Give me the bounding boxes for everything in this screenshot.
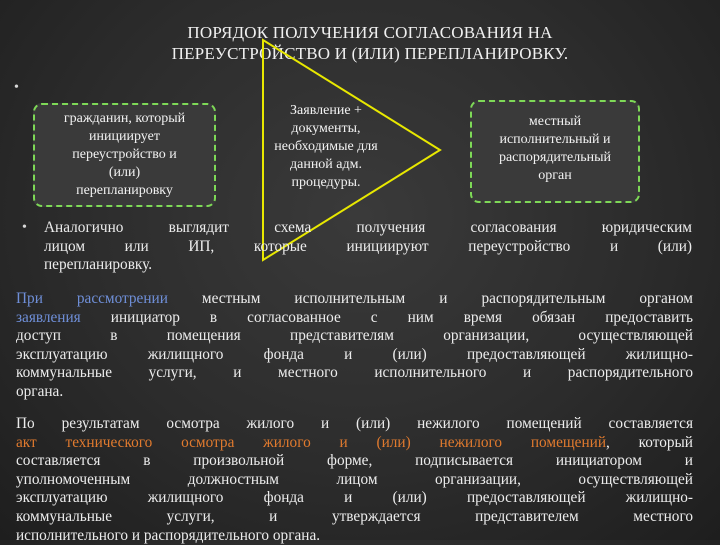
inspection-paragraph <box>16 415 693 545</box>
documents-line: документы, <box>291 121 361 136</box>
highlight-inspection-act: акт технического осмотра жилого и (или) нежилого помещений <box>16 433 607 451</box>
bullet-marker: • <box>14 80 19 95</box>
documents-line: необходимые для <box>274 139 378 154</box>
applicant-line: гражданин, который <box>63 111 186 126</box>
text-line: эксплуатацию жилищного фонда и (или) предоставляющей жилищно- <box>16 489 693 507</box>
text-line: По результатам осмотра жилого и (или) нежилого помещений составляется <box>16 415 693 432</box>
text-line: коммунальные услуги, и местного исполнительного и распорядительного <box>16 364 693 382</box>
text-line: уполномоченным должностным лицом организации, осуществляющей <box>16 470 693 488</box>
bullet-marker: • <box>22 220 27 235</box>
applicant-line: (или) <box>108 165 141 180</box>
text-line: исполнительного и распорядительного органа. <box>16 526 321 544</box>
authority-line: исполнительный и <box>499 132 611 147</box>
authority-line: местный <box>528 114 582 129</box>
applicant-box <box>33 103 216 207</box>
text-line <box>16 309 693 328</box>
text-fragment: местным исполнительным и распорядительным органом <box>167 290 693 307</box>
text-line: коммунальные услуги, и утверждается представителем местного <box>16 507 693 525</box>
text-line: составляется в произвольной форме, подписывается инициатором и <box>16 452 693 470</box>
local-authority-box <box>470 100 640 203</box>
text-line <box>16 434 693 453</box>
text-line: лицом или ИП, которые инициируют переустройство и (или) <box>44 237 692 255</box>
application-documents-box <box>252 102 400 208</box>
legal-entity-note <box>44 219 692 275</box>
authority-line: распорядительный <box>498 150 612 165</box>
highlight-review: При рассмотрении <box>16 290 168 307</box>
title-line-1: ПОРЯДОК ПОЛУЧЕНИЯ СОГЛАСОВАНИЯ НА <box>187 23 553 42</box>
title-line-2: ПЕРЕУСТРОЙСТВО И (ИЛИ) ПЕРЕПЛАНИРОВКУ. <box>171 44 569 63</box>
documents-line: Заявление + <box>290 103 362 118</box>
documents-line: данной адм. <box>289 157 362 172</box>
applicant-line: перепланировку <box>76 183 173 198</box>
authority-line: орган <box>538 168 572 183</box>
highlight-application: заявления <box>16 308 81 326</box>
text-fragment: инициатор в согласованное с ним время обязан предоставить <box>80 308 693 326</box>
text-line: перепланировку. <box>44 256 153 274</box>
text-fragment: , который <box>606 433 693 451</box>
review-paragraph <box>16 290 693 402</box>
text-line: Аналогично выглядит схема получения согласования юридическим <box>44 219 692 236</box>
documents-line: процедуры. <box>291 175 361 190</box>
text-line: эксплуатацию жилищного фонда и (или) предоставляющей жилищно- <box>16 345 693 363</box>
text-line: доступ в помещения представителям организации, осуществляющей <box>16 327 693 345</box>
text-line: органа. <box>16 382 64 400</box>
text-line <box>16 290 693 309</box>
applicant-line: переустройство и <box>72 147 177 162</box>
applicant-line: инициирует <box>89 129 160 144</box>
